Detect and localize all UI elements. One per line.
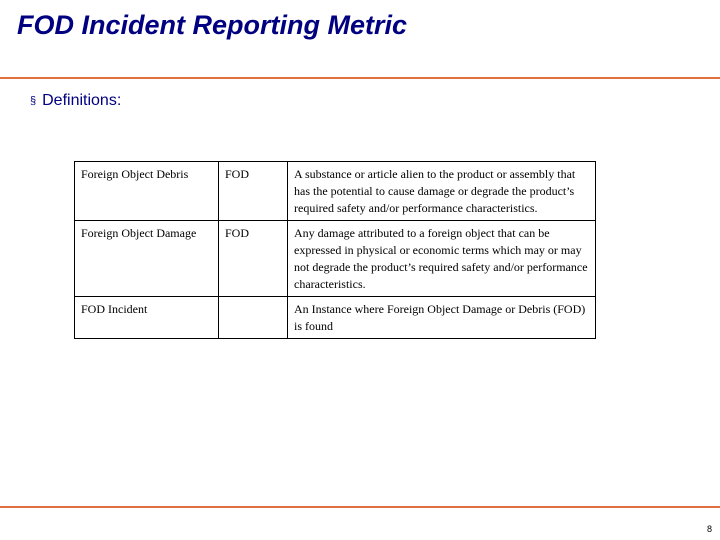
table-row <box>75 221 596 297</box>
title-divider <box>0 77 720 79</box>
bullet-text: Definitions: <box>42 92 122 109</box>
bullet-icon: § <box>30 95 37 107</box>
definitions-table <box>74 161 596 339</box>
definition-cell: Any damage attributed to a foreign object that can be expressed in physical or economic terms which may or may not degrade the product’s required safety and/or performance characteristics. <box>288 221 596 297</box>
abbr-cell: FOD <box>219 162 288 221</box>
definition-cell: A substance or article alien to the product or assembly that has the potential to cause damage or degrade the product’s required safety and/or performance characteristics. <box>288 162 596 221</box>
definition-cell: An Instance where Foreign Object Damage or Debris (FOD) is found <box>288 297 596 339</box>
term-cell: Foreign Object Damage <box>75 221 219 297</box>
term-cell: FOD Incident <box>75 297 219 339</box>
table-row <box>75 162 596 221</box>
page-number: 8 <box>706 524 712 534</box>
term-cell: Foreign Object Debris <box>75 162 219 221</box>
abbr-cell: FOD <box>219 221 288 297</box>
abbr-cell <box>219 297 288 339</box>
definitions-bullet <box>30 92 121 110</box>
table-row <box>75 297 596 339</box>
footer-divider <box>0 506 720 508</box>
slide-title: FOD Incident Reporting Metric <box>17 10 408 40</box>
